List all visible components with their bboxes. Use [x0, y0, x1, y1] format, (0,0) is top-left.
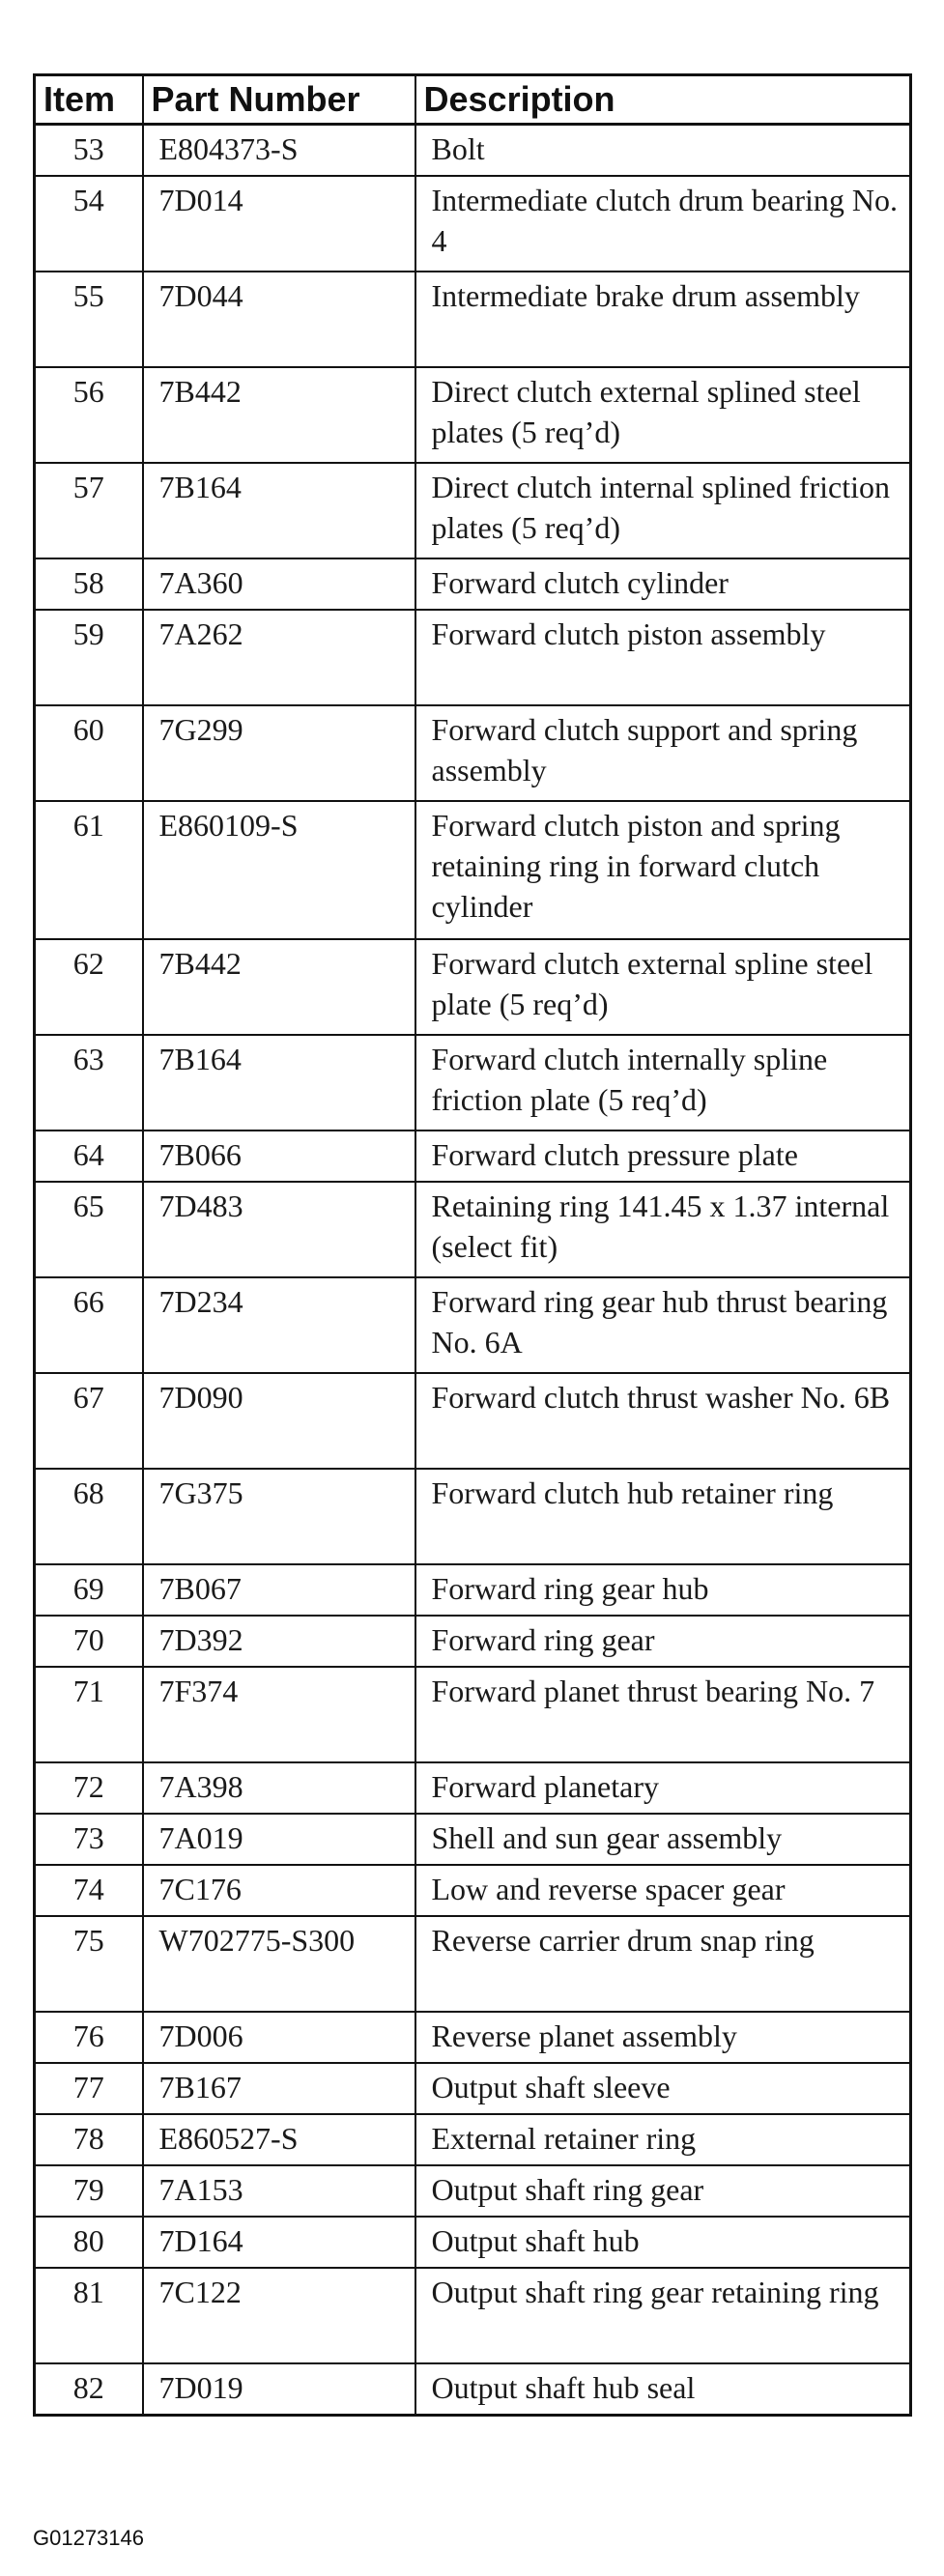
item-cell: 81 — [35, 2268, 143, 2363]
description-cell: Forward clutch internally spline friction plate (5 req’d) — [415, 1035, 911, 1131]
item-cell: 80 — [35, 2217, 143, 2268]
part-number-cell: 7D164 — [143, 2217, 415, 2268]
table-row — [35, 125, 911, 177]
item-cell: 54 — [35, 176, 143, 272]
table-row — [35, 367, 911, 463]
part-number-cell: 7C176 — [143, 1865, 415, 1916]
description-cell: Output shaft ring gear retaining ring — [415, 2268, 911, 2363]
part-number-cell: 7B442 — [143, 939, 415, 1035]
description-cell: Output shaft hub — [415, 2217, 911, 2268]
table-row — [35, 1373, 911, 1469]
item-cell: 56 — [35, 367, 143, 463]
table-row — [35, 2165, 911, 2217]
table-row — [35, 1667, 911, 1762]
part-number-cell: 7G299 — [143, 705, 415, 801]
part-number-cell: 7D234 — [143, 1277, 415, 1373]
part-number-cell: 7D483 — [143, 1182, 415, 1277]
part-number-cell: 7D392 — [143, 1616, 415, 1667]
part-number-cell: 7B067 — [143, 1564, 415, 1616]
table-row — [35, 558, 911, 610]
description-cell: Forward clutch piston and spring retaining ring in forward clutch cylinder — [415, 801, 911, 939]
description-cell: External retainer ring — [415, 2114, 911, 2165]
part-number-cell: 7D006 — [143, 2012, 415, 2063]
description-cell: Forward ring gear — [415, 1616, 911, 1667]
table-row — [35, 1564, 911, 1616]
part-number-cell: 7C122 — [143, 2268, 415, 2363]
table-row — [35, 176, 911, 272]
item-cell: 66 — [35, 1277, 143, 1373]
item-cell: 68 — [35, 1469, 143, 1564]
description-cell: Forward planet thrust bearing No. 7 — [415, 1667, 911, 1762]
part-number-cell: E804373-S — [143, 125, 415, 177]
description-cell: Forward clutch cylinder — [415, 558, 911, 610]
table-row — [35, 2063, 911, 2114]
table-row — [35, 2012, 911, 2063]
part-number-cell: 7B442 — [143, 367, 415, 463]
item-cell: 57 — [35, 463, 143, 558]
description-cell: Direct clutch external splined steel plates (5 req’d) — [415, 367, 911, 463]
column-header-item: Item — [35, 75, 143, 125]
description-cell: Retaining ring 141.45 x 1.37 internal (select fit) — [415, 1182, 911, 1277]
description-cell: Forward clutch thrust washer No. 6B — [415, 1373, 911, 1469]
part-number-cell: 7B167 — [143, 2063, 415, 2114]
part-number-cell: W702775-S300 — [143, 1916, 415, 2012]
item-cell: 73 — [35, 1814, 143, 1865]
description-cell: Direct clutch internal splined friction plates (5 req’d) — [415, 463, 911, 558]
description-cell: Forward planetary — [415, 1762, 911, 1814]
description-cell: Forward clutch pressure plate — [415, 1131, 911, 1182]
part-number-cell: 7D044 — [143, 272, 415, 367]
item-cell: 78 — [35, 2114, 143, 2165]
item-cell: 67 — [35, 1373, 143, 1469]
item-cell: 55 — [35, 272, 143, 367]
table-row — [35, 1616, 911, 1667]
table-row — [35, 1035, 911, 1131]
item-cell: 74 — [35, 1865, 143, 1916]
description-cell: Forward clutch piston assembly — [415, 610, 911, 705]
part-number-cell: 7D014 — [143, 176, 415, 272]
table-row — [35, 1814, 911, 1865]
part-number-cell: E860527-S — [143, 2114, 415, 2165]
table-row — [35, 801, 911, 939]
item-cell: 64 — [35, 1131, 143, 1182]
part-number-cell: 7B066 — [143, 1131, 415, 1182]
table-header-row — [35, 75, 911, 125]
column-header-part-number: Part Number — [143, 75, 415, 125]
description-cell: Forward ring gear hub thrust bearing No. 6A — [415, 1277, 911, 1373]
description-cell: Low and reverse spacer gear — [415, 1865, 911, 1916]
parts-table — [33, 73, 912, 2417]
table-row — [35, 272, 911, 367]
description-cell: Reverse carrier drum snap ring — [415, 1916, 911, 2012]
description-cell: Forward clutch hub retainer ring — [415, 1469, 911, 1564]
table-row — [35, 2217, 911, 2268]
description-cell: Output shaft hub seal — [415, 2363, 911, 2416]
item-cell: 63 — [35, 1035, 143, 1131]
description-cell: Output shaft ring gear — [415, 2165, 911, 2217]
part-number-cell: 7D090 — [143, 1373, 415, 1469]
table-row — [35, 1131, 911, 1182]
figure-id-label: G01273146 — [33, 2526, 144, 2550]
item-cell: 60 — [35, 705, 143, 801]
item-cell: 71 — [35, 1667, 143, 1762]
description-cell: Forward clutch external spline steel plate (5 req’d) — [415, 939, 911, 1035]
part-number-cell: 7D019 — [143, 2363, 415, 2416]
part-number-cell: 7A019 — [143, 1814, 415, 1865]
item-cell: 69 — [35, 1564, 143, 1616]
table-row — [35, 463, 911, 558]
item-cell: 53 — [35, 125, 143, 177]
table-row — [35, 1469, 911, 1564]
item-cell: 58 — [35, 558, 143, 610]
item-cell: 77 — [35, 2063, 143, 2114]
table-row — [35, 1916, 911, 2012]
description-cell: Forward ring gear hub — [415, 1564, 911, 1616]
part-number-cell: 7A360 — [143, 558, 415, 610]
table-row — [35, 2268, 911, 2363]
part-number-cell: E860109-S — [143, 801, 415, 939]
description-cell: Bolt — [415, 125, 911, 177]
description-cell: Forward clutch support and spring assembly — [415, 705, 911, 801]
table-row — [35, 1762, 911, 1814]
item-cell: 62 — [35, 939, 143, 1035]
description-cell: Intermediate clutch drum bearing No. 4 — [415, 176, 911, 272]
table-row — [35, 939, 911, 1035]
table-row — [35, 1182, 911, 1277]
table-row — [35, 2363, 911, 2416]
part-number-cell: 7B164 — [143, 463, 415, 558]
item-cell: 72 — [35, 1762, 143, 1814]
item-cell: 76 — [35, 2012, 143, 2063]
description-cell: Reverse planet assembly — [415, 2012, 911, 2063]
part-number-cell: 7A153 — [143, 2165, 415, 2217]
column-header-description: Description — [415, 75, 911, 125]
table-row — [35, 1277, 911, 1373]
item-cell: 70 — [35, 1616, 143, 1667]
table-row — [35, 610, 911, 705]
table-row — [35, 1865, 911, 1916]
part-number-cell: 7B164 — [143, 1035, 415, 1131]
item-cell: 75 — [35, 1916, 143, 2012]
part-number-cell: 7A398 — [143, 1762, 415, 1814]
part-number-cell: 7G375 — [143, 1469, 415, 1564]
item-cell: 79 — [35, 2165, 143, 2217]
table-row — [35, 705, 911, 801]
part-number-cell: 7A262 — [143, 610, 415, 705]
table-row — [35, 2114, 911, 2165]
description-cell: Intermediate brake drum assembly — [415, 272, 911, 367]
item-cell: 59 — [35, 610, 143, 705]
description-cell: Shell and sun gear assembly — [415, 1814, 911, 1865]
item-cell: 65 — [35, 1182, 143, 1277]
item-cell: 82 — [35, 2363, 143, 2416]
description-cell: Output shaft sleeve — [415, 2063, 911, 2114]
part-number-cell: 7F374 — [143, 1667, 415, 1762]
item-cell: 61 — [35, 801, 143, 939]
